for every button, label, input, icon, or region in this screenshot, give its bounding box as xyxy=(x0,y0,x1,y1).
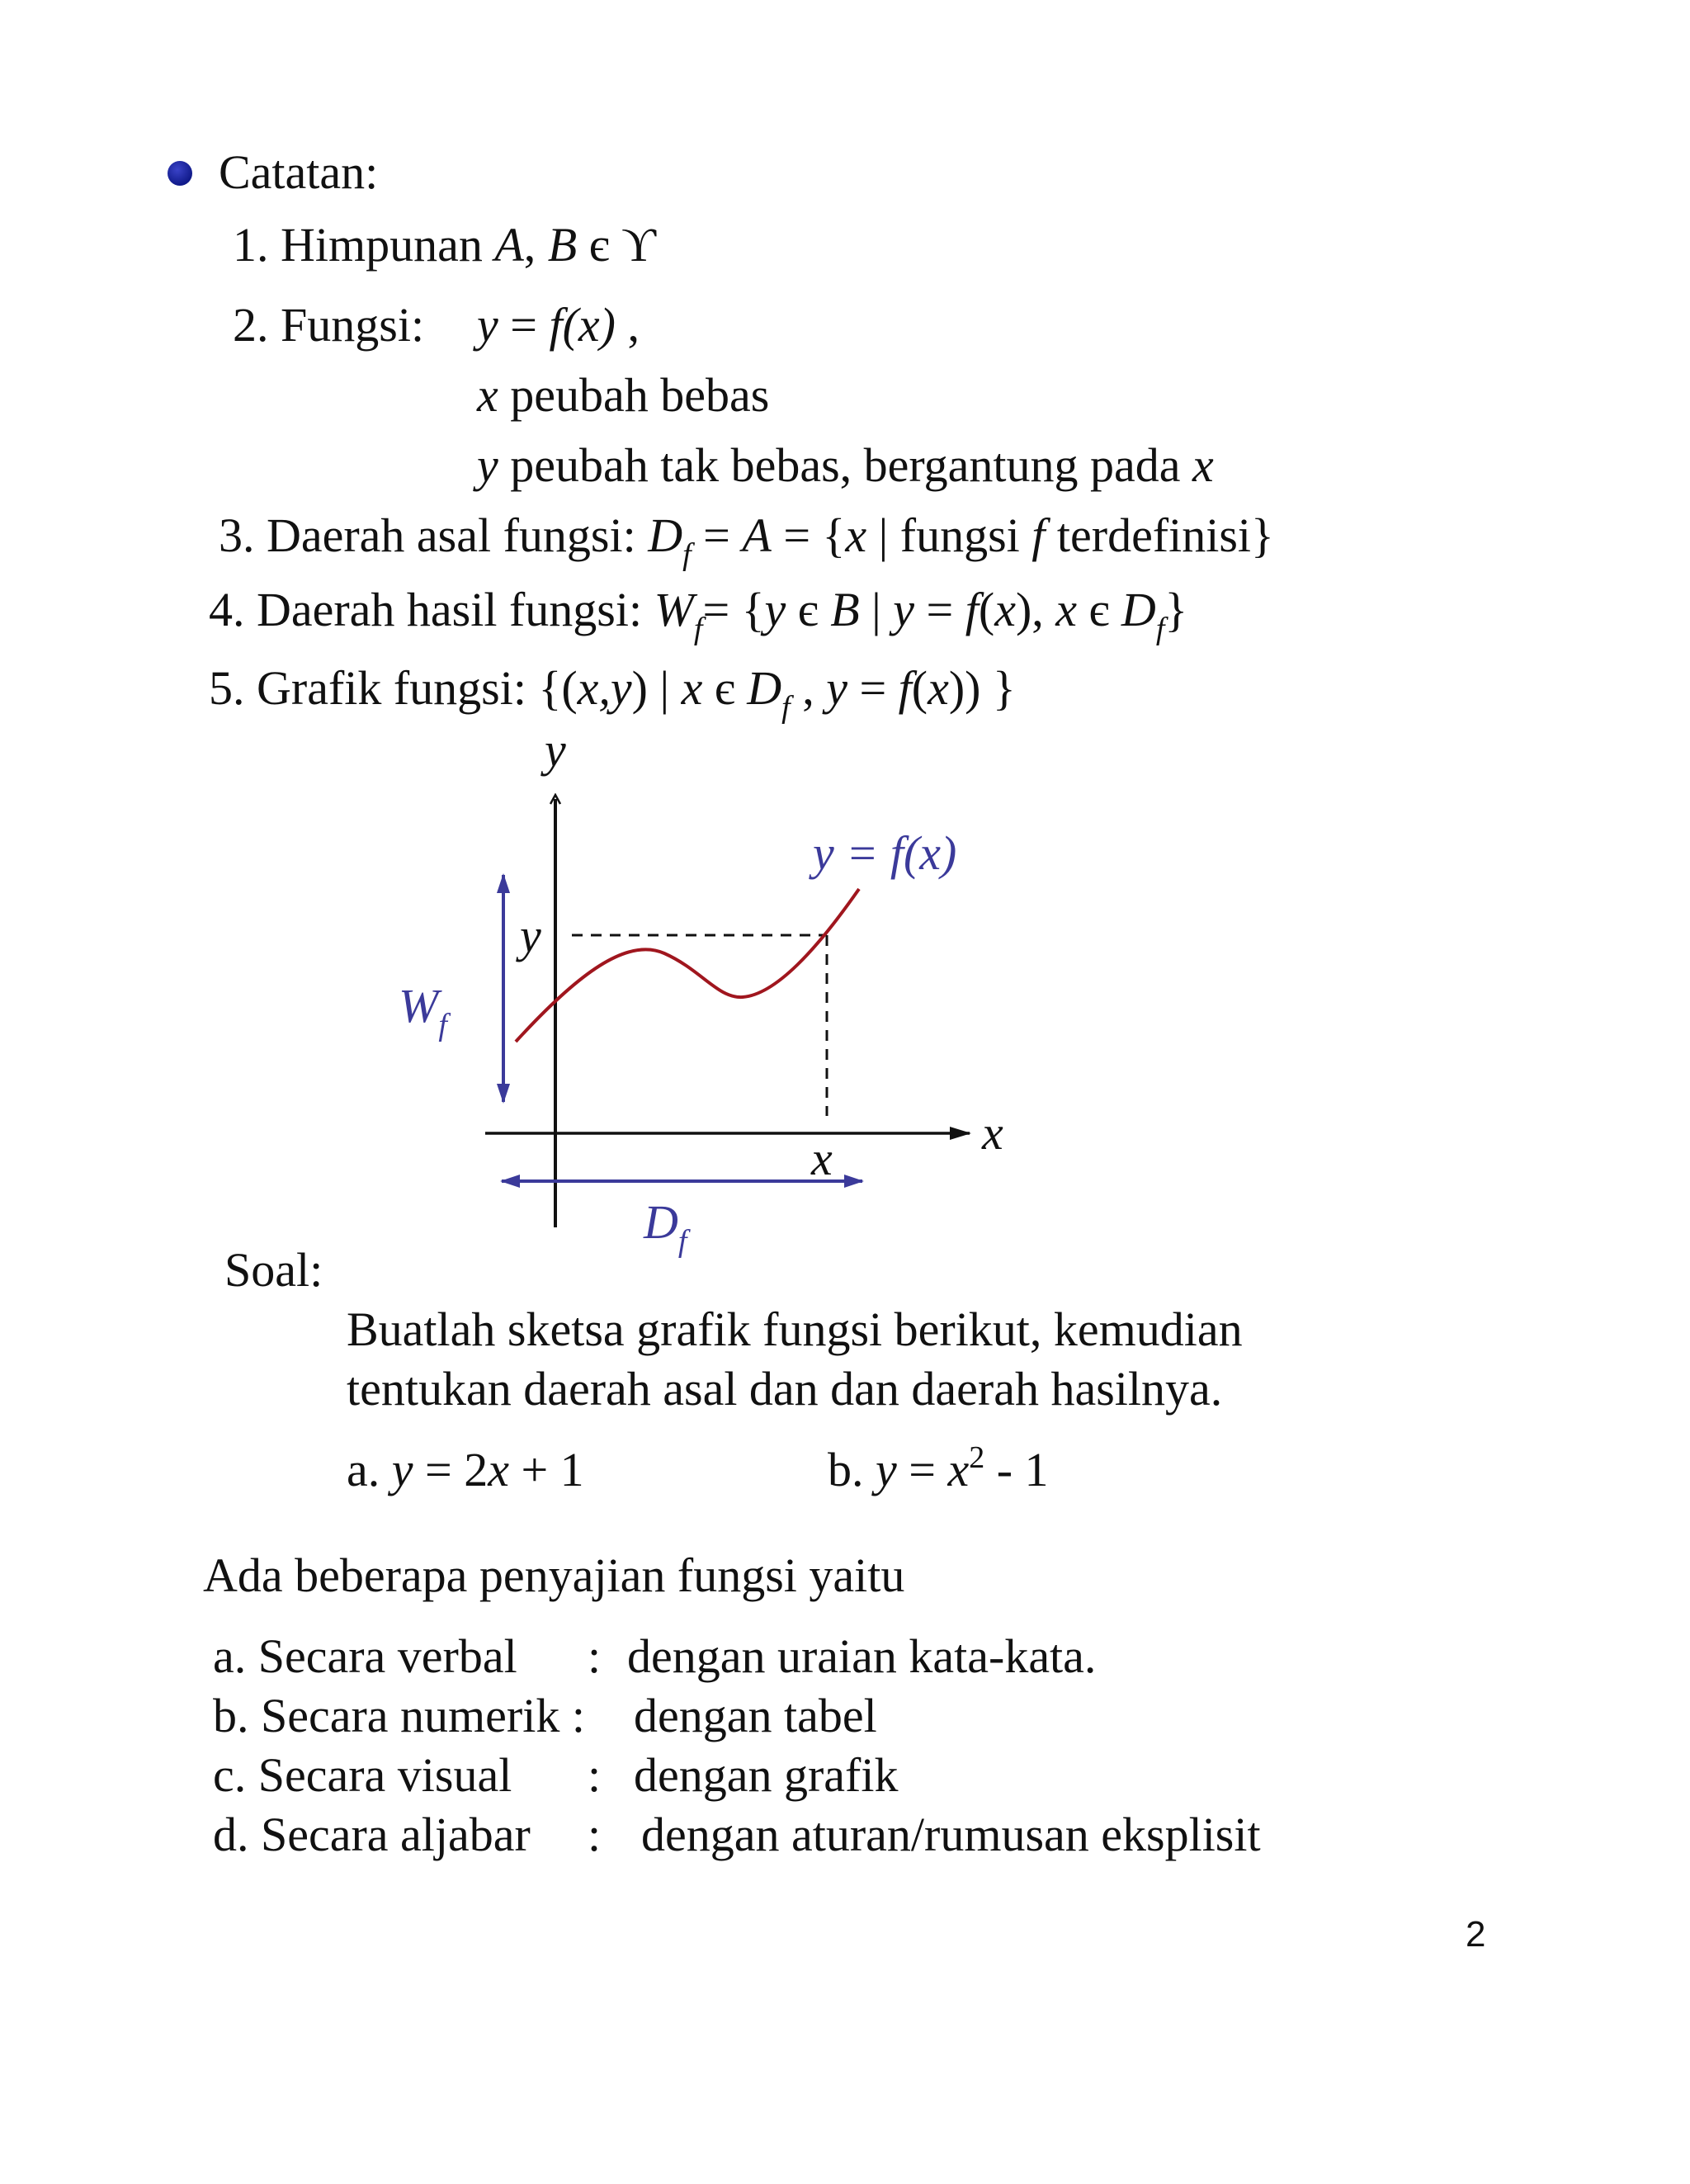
representation-label: d. Secara aljabar xyxy=(213,1808,531,1861)
representation-desc: dengan grafik xyxy=(634,1748,899,1802)
representation-colon: : xyxy=(588,1748,602,1802)
domain-label: $D_f$ xyxy=(644,1195,687,1259)
note-item-2-dependent: y peubah tak bebas, bergantung pada x xyxy=(477,438,1214,492)
exercise-b: b. $y = x^2 - 1$ xyxy=(828,1440,1049,1496)
notes-title: Catatan: xyxy=(219,145,379,199)
exercise-label: Soal: xyxy=(224,1243,323,1297)
note-item-5: 5. Grafik fungsi: {(x,y) | x є $D_f$ , y = f(x)) } xyxy=(209,661,1016,725)
curve-label: y = f(x) xyxy=(813,826,957,880)
function-formula: y = f(x) , xyxy=(477,298,640,352)
representation-label: b. Secara numerik : xyxy=(213,1689,585,1742)
note-item-2: 2. Fungsi: xyxy=(233,298,425,352)
representation-colon: : xyxy=(588,1629,602,1683)
exercise-line-1: Buatlah sketsa grafik fungsi berikut, kemudian xyxy=(347,1302,1243,1356)
note-item-3: 3. Daerah asal fungsi: $D_f = A = \{x$ | fungsi f terdefinisi} xyxy=(219,508,1274,572)
representation-colon: : xyxy=(588,1808,602,1861)
x-axis-label: x xyxy=(982,1106,1003,1160)
exercise-line-2: tentukan daerah asal dan dan daerah hasilnya. xyxy=(347,1362,1223,1416)
y-axis-label: y xyxy=(545,723,566,777)
representations-intro: Ada beberapa penyajian fungsi yaitu xyxy=(203,1548,905,1602)
representation-label: a. Secara verbal xyxy=(213,1629,517,1683)
function-curve xyxy=(516,889,859,1042)
y-tick-label: y xyxy=(520,909,541,962)
exercise-a: a. y = 2x + 1 xyxy=(347,1443,584,1496)
representation-desc: dengan uraian kata-kata. xyxy=(627,1629,1097,1683)
representation-label: c. Secara visual xyxy=(213,1748,512,1802)
note-item-1: 1. Himpunan A, B є ϒ xyxy=(233,218,657,272)
note-item-2-independent: x peubah bebas xyxy=(477,368,770,422)
range-label: $W_f$ xyxy=(399,979,447,1042)
representation-desc: dengan tabel xyxy=(634,1689,877,1742)
page-number: 2 xyxy=(1466,1914,1486,1955)
note-item-4: 4. Daerah hasil fungsi: $W_f= \{y$ є B | y = f(x), x є $D_f$} xyxy=(209,583,1188,646)
x-tick-label: x xyxy=(811,1132,833,1185)
representation-desc: dengan aturan/rumusan eksplisit xyxy=(641,1808,1261,1861)
